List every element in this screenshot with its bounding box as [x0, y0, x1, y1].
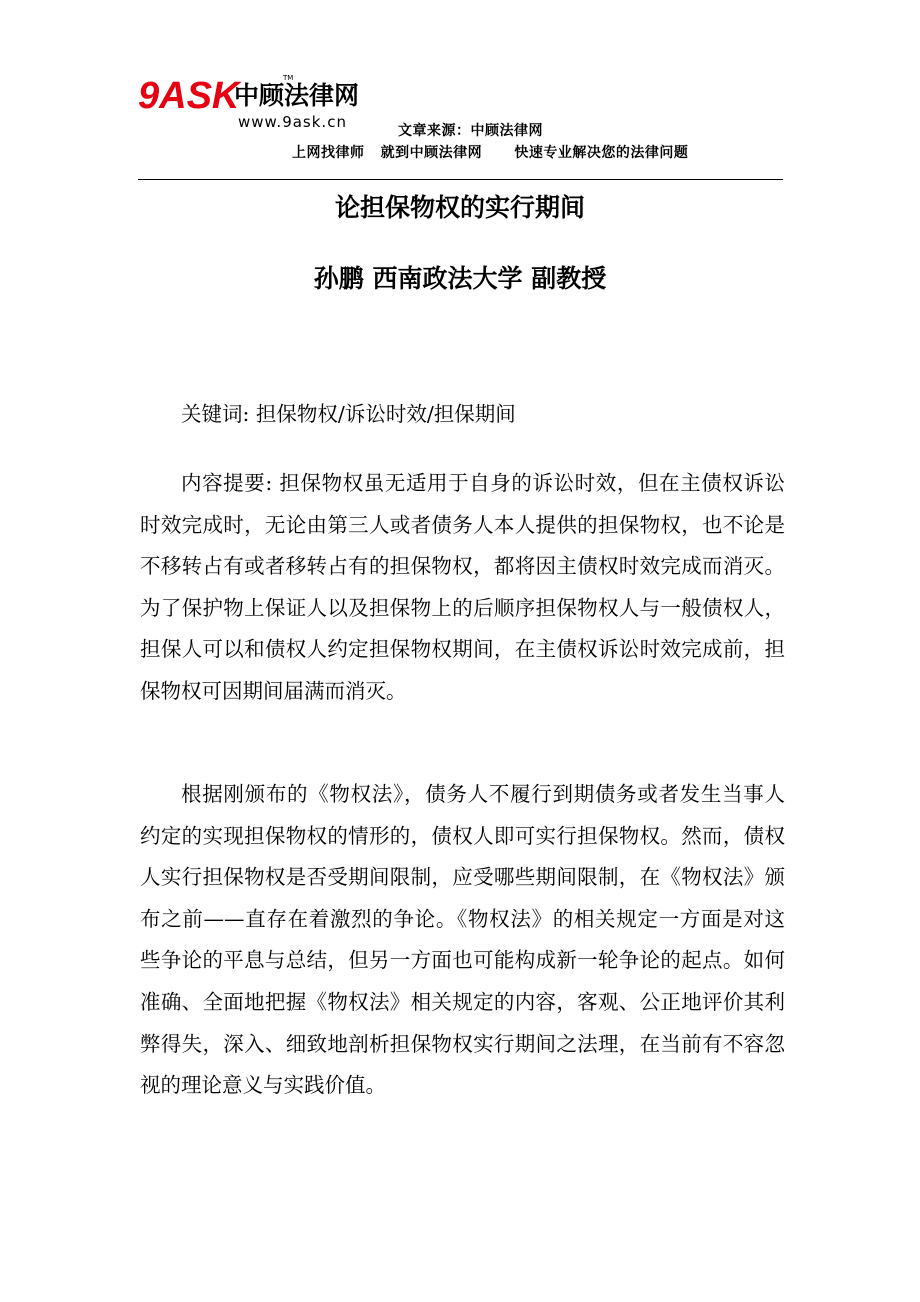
logo-brand-mark: 9ASK [138, 75, 240, 117]
slogan: 上网找律师 就到中顾法律网 快速专业解决您的法律问题 [292, 145, 689, 161]
keywords: 关键词: 担保物权/诉讼时效/担保期间 [181, 402, 516, 426]
header-divider [138, 179, 783, 180]
logo-trademark: TM [283, 74, 294, 82]
logo-brand-name: 中顾法律网 [234, 81, 360, 110]
site-logo [138, 70, 378, 134]
logo-url: www.9ask.cn [238, 113, 347, 131]
source-line: 文章来源：中顾法律网 [398, 123, 543, 139]
author-line: 孙鹏 西南政法大学 副教授 [313, 264, 607, 293]
body-paragraph: 根据刚颁布的《物权法》，债务人不履行到期债务或者发生当事人约定的实现担保物权的情形的，债权人即可实行担保物权。然而，债权人实行担保物权是否受期间限制，应受哪些期间限制，在《物权法》颁布之前——直存在着激烈的争论。《物权法》的相关规定一方面是对这些争论的平息与总结，但另一方面也可能构成新一轮争论的起点。如何准确、全面地把握《物权法》相关规定的内容，客观、公正地评价其利弊得失，深入、细致地剖析担保物权实行期间之法理，在当前有不容忽视的理论意义与实践价值。 [140, 782, 785, 1098]
article-title: 论担保物权的实行期间 [334, 193, 585, 222]
abstract: 内容提要: 担保物权虽无适用于自身的诉讼时效，但在主债权诉讼时效完成时，无论由第三人或者债务人本人提供的担保物权，也不论是不移转占有或者移转占有的担保物权，都将因主债权时效完成而消灭。为了保护物上保证人以及担保物上的后顺序担保物权人与一般债权人，担保人可以和债权人约定担保物权期间，在主债权诉讼时效完成前，担保物权可因期间届满而消灭。 [140, 471, 785, 703]
